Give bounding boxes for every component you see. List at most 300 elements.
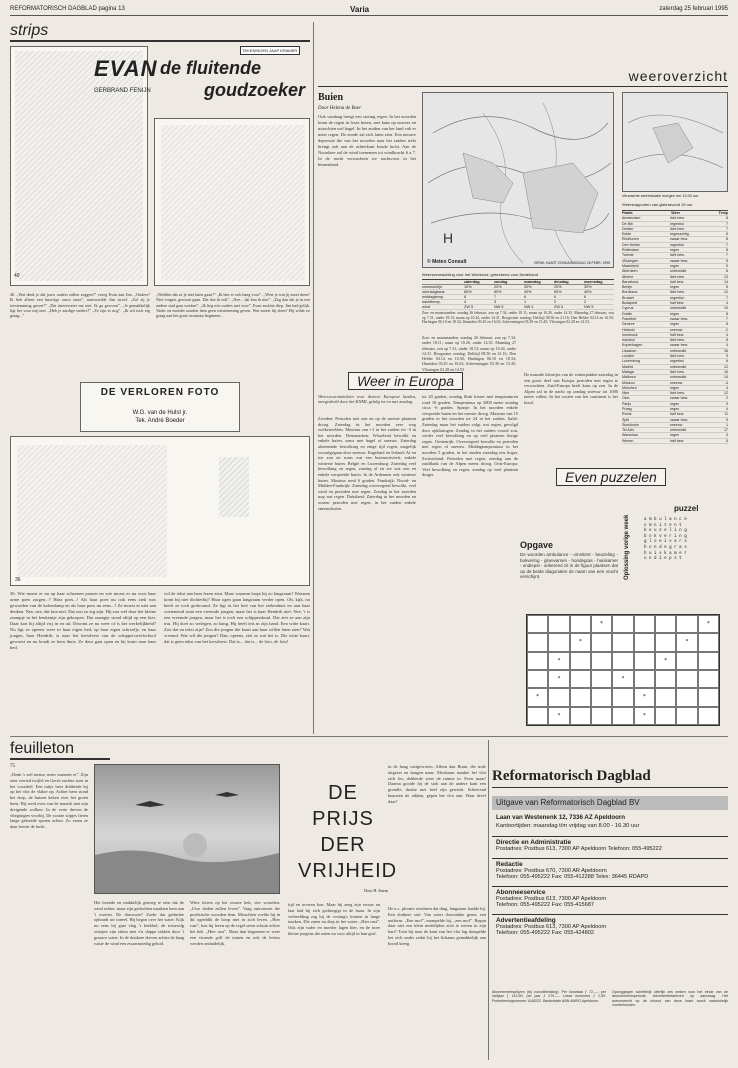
puzzle-cell[interactable] [612, 633, 633, 651]
puzzle-cell[interactable] [612, 652, 633, 670]
solution-row: a m b u l a n c e [644, 518, 687, 522]
solution-row: o m n i t e n t [644, 523, 682, 528]
temperature: 7 [726, 295, 728, 300]
puzzle-cell[interactable] [676, 652, 697, 670]
conditions: zwaar bew. [670, 417, 688, 422]
temperature: 9 [726, 401, 728, 406]
europa-column-3: De massale kleurtjes van de winterpakket zaterdag in een groot deel van Europa perioden met regen te verwachten. Zuid-Europa heeft kans op zon. In de Alpen zal in de nacht op zondag sneeuw tot 1000 meter vallen. In het oosten van het continent is het koud. [524, 372, 618, 405]
puzzle-cell[interactable] [527, 615, 548, 633]
conditions: sneeuw [670, 327, 683, 332]
meteo-consult-logo: © Meteo Consult [427, 259, 467, 265]
masthead-address: Laan van Westenenk 12, 7336 AZ Apeldoorn [496, 814, 626, 821]
feuilleton-col-5: in de haag vastgevroren. Alleen dan Bram, die stole uitgezet en haagen maar. Mosbaarn maakte het vlot zich los, dobberde weer de ruimte in. Even maar! Daarna gooide hij de stok aan de andere kant een grondle, drukte met heel zijn gewicht. Scheerend knarsten de takken, gepen het vlot aan. Waar dreef daar? [388, 764, 486, 804]
puzzle-cell[interactable] [548, 688, 569, 706]
forecast-value: 40% [584, 290, 592, 294]
contact-title: Abonneeservice [496, 889, 546, 896]
puzzle-cell[interactable] [612, 615, 633, 633]
city: Cyprus [622, 306, 634, 311]
forecast-value: 10% [464, 285, 472, 289]
forecast-row-label: wind [422, 305, 430, 309]
forecast-value: NW 5 [494, 305, 504, 309]
puzzle-cell[interactable]: * [548, 670, 569, 688]
temperature: 8 [726, 338, 728, 343]
temperature: -2 [724, 327, 728, 332]
city: Londen [622, 354, 634, 359]
puzzle-cell[interactable]: * [527, 688, 548, 706]
buien-author: Door Helena de Boer [318, 106, 362, 111]
conditions: onbewolkt [670, 269, 687, 274]
contact-line: Telefoon: 055-495222 Fax: 055-424802 [496, 930, 594, 936]
city: Vlissingen [622, 258, 639, 263]
puzzle-section [520, 468, 728, 733]
forecast-value: 60% [494, 290, 502, 294]
city: Istanbul [622, 338, 635, 343]
col-weer: Weer [671, 211, 680, 215]
temperature: 6 [726, 269, 728, 274]
temperature-row [622, 439, 728, 444]
temperature: 4 [726, 332, 728, 337]
side-map-graphic [623, 93, 727, 191]
feuilleton-heading: feuilleton [10, 740, 110, 760]
temperature: 6 [726, 359, 728, 364]
temperature: 19 [724, 306, 728, 311]
forecast-value: 8 [464, 295, 467, 299]
evan-title-block [80, 48, 310, 116]
contact-title: Directie en Administratie [496, 839, 572, 846]
puzzle-cell[interactable] [655, 670, 676, 688]
feuilleton-section [10, 740, 486, 1060]
puzzle-cell[interactable] [548, 615, 569, 633]
city: Rotterdam [622, 248, 639, 253]
puzzle-cell[interactable] [634, 670, 655, 688]
puzzle-cell[interactable] [676, 688, 697, 706]
foto-comic-panel [10, 436, 310, 586]
temperature: 7 [726, 221, 728, 226]
city: Tel Aviv [622, 428, 635, 433]
feuilleton-col-1: „Denk 's wel mense, meer wanneer er”. Zijn eten verried twijfel en Gerrit zuchtte toen in het voordeel. Een tuitje later dobberde hij op het vlot de vlakte op. Achter hem stond het dorp, de huizen keken over het groen heen. Hij werd even van de muziek met zijn dreigende wolken. In de verte dreven de vliegtuigen voorbij. De zwarte stipjes lieten lange gekrulde sporen achter. Zo varen ze daar boven de lucht. [10, 772, 88, 830]
feuilleton-author: Door H. Sturm [364, 888, 388, 893]
city: De Bilt [622, 221, 633, 226]
evan-caption-right: „Wedden dat ze je niet laten gaan?” „Ik ben er ook bang voor”. „Weet je wat jij moet doen? Niet vragen, gewoon gaan. Dat doe ik ook”. „Nee... dat kan ik niet”. „Zeg dan dat je in een andere stad gaat werken”. „Ik lieg m'n ouders niet voor”. Evan zuchtte diep. Jim had gelijk. Vader en moeder zouden hem geen toestemming geven. Wat moest hij doen? Hij wilde zo graag aan het grote avontuur beginnen... [156, 292, 310, 319]
foto-title: DE VERLOREN FOTO [100, 387, 220, 398]
conditions: regen [670, 263, 680, 268]
city: Split [622, 417, 629, 422]
panel-number: 40 [14, 273, 20, 279]
forecast-table [422, 279, 614, 310]
europe-weather-map [422, 92, 614, 268]
foto-artist: Tek. André Boeder [135, 418, 185, 424]
temperature: 12 [724, 364, 728, 369]
boy-portrait-illustration [161, 125, 305, 281]
evan-panel-right [154, 118, 310, 286]
foto-title-box [80, 382, 240, 432]
city: Aberdeen [622, 269, 638, 274]
temperature-table [622, 210, 728, 463]
temperature: 7 [726, 242, 728, 247]
puzzle-cell[interactable] [655, 707, 676, 725]
conditions: onbewolkt [670, 364, 687, 369]
puzzle-cell[interactable] [698, 652, 719, 670]
conditions: regen [670, 248, 680, 253]
forecast-value: 2 [584, 300, 587, 304]
city: Warschau [622, 433, 639, 438]
temperature: 12 [724, 290, 728, 295]
city: Nice [622, 391, 630, 396]
temperature: 16 [724, 348, 728, 353]
conditions: onbewolkt [670, 348, 687, 353]
city: Helsinki [622, 327, 635, 332]
temperature: 2 [726, 396, 728, 401]
city: Lissabon [622, 348, 637, 353]
puzzle-cell[interactable]: * [548, 707, 569, 725]
conditions: licht bew. [670, 290, 685, 295]
puzzle-cell[interactable]: * [570, 633, 591, 651]
forecast-value: 30% [584, 285, 592, 289]
strip-artist: TEKENINGEN JAAP KRAMER [240, 46, 300, 55]
forecast-day: zondag [494, 280, 508, 284]
puzzle-cell[interactable] [591, 707, 612, 725]
contact-line: Postadres: Postbus 613, 7300 AP Apeldoorn [496, 896, 607, 902]
forecast-rows [422, 285, 614, 310]
puzzle-cell[interactable] [698, 633, 719, 651]
strip-author: GERBRAND FENIJN [94, 88, 151, 94]
temperature: 4 [726, 301, 728, 306]
page-header [10, 4, 728, 16]
foto-panel-number: 36 [15, 577, 21, 583]
puzzle-cell[interactable] [570, 652, 591, 670]
puzzle-cell[interactable] [634, 652, 655, 670]
forecast-value: ZW 5 [464, 305, 474, 309]
puzzle-heading: Even puzzelen [556, 468, 666, 486]
foto-text-left: 36. Wie moest er nu op haar schoenen passen en wie moest er nu voor haar arme poes zorgen...? Haar poes...! Als haar poes nu ook eens ziek was geworden van de kolendamp en als haar poes nu eens...? Ze moest er niet aan denken. Nee, nee, dat kon niet. Dat zou zo erg zijn. Hij zou wel door het kleine raampje in het keukentje zijn gekropen. Dat raampje stond altijd op een kier. Daar kon hij altijd vrij in en uit. Droomt ze nu weer of is het werkelijkheid? Nu ligt ze opeens weer in haar eigen bed, op haar eigen schreefje, en haar jongen, haar Hendrik, is naar het kerstfeest van de schipperswerfschool gewoest en nu houdt ze hem thuis. Ze deur gaat open en hij komt naar haar bed. [10, 591, 156, 650]
puzzle-cell[interactable] [570, 670, 591, 688]
city: Deelen [622, 226, 634, 231]
puzzle-cell[interactable]: * [634, 707, 655, 725]
foto-author: W.G. van de Hulst jr. [132, 410, 188, 416]
puzzle-cell[interactable] [655, 688, 676, 706]
puzzle-grid [526, 614, 720, 726]
conditions: licht bew. [670, 338, 685, 343]
city: Frankfurt [622, 316, 637, 321]
forecast-value: 60% [554, 290, 562, 294]
conditions: licht bew. [670, 354, 685, 359]
puzzle-cell[interactable]: * [634, 688, 655, 706]
temperature: 1 [726, 422, 728, 427]
puzzle-cell[interactable]: * [655, 652, 676, 670]
temperature: 13 [724, 274, 728, 279]
puzzle-cell[interactable] [698, 688, 719, 706]
puzzle-cell[interactable] [570, 707, 591, 725]
forecast-value: 80% [464, 290, 472, 294]
puzzle-cell[interactable]: * [698, 615, 719, 633]
conditions: onbewolkt [670, 428, 687, 433]
temperature: 5 [726, 322, 728, 327]
forecast-value: 4 [464, 300, 467, 304]
buien-text: Ook vandaag breigt een storing regen. In het noorden komt de regen in losse buien, met kans op onweer en misschien wel hagel. In het zuiden van het land valt er meer regen. De zonde zal zich laten zien. Een nieuwe depressie die van het noorden naar het zuiden trekt brengt ook aan de achterkant koude lucht. Aan de Noordzee zal de wind toenemen tot windkracht 6 a 7. In de nacht verwachten we nachtvorst in het binnenland. [318, 114, 416, 167]
temperature: 4 [726, 385, 728, 390]
forecast-value: 3 [494, 300, 497, 304]
puzzle-cell[interactable] [634, 615, 655, 633]
masthead-publisher: Uitgave van Reformatorisch Dagblad BV [492, 796, 728, 810]
city: Eindhoven [622, 237, 639, 242]
city: Moskou [622, 380, 635, 385]
forecast-value: 7 [494, 295, 497, 299]
weather-map-graphic [423, 93, 613, 267]
temperature: 7 [726, 316, 728, 321]
temperature: 14 [724, 375, 728, 380]
forecast-day: maandag [524, 280, 541, 284]
buien-text-continued [422, 335, 516, 372]
solution-row: g l o e i v a r s [644, 540, 687, 545]
buien-title: Buien [318, 92, 344, 103]
city: Bordeaux [622, 290, 638, 295]
masthead-kantoor: Kantoortijden: maandag t/m vrijdag van 8.00 - 16.30 uur [496, 823, 640, 829]
city: Berlijn [622, 285, 632, 290]
col-plaats: Plaats [622, 211, 633, 215]
solution-grid [644, 518, 728, 563]
feuilleton-col-3: Witte letters op het zwarte bek, vier woorden: „Uwe doden zullen leven”. Vaag ontrouwen die profetische woorden hem. Misschien voelde hij in dit ogenblik de hoop niet in zich leven. „Hier rust”, kon hij lezen op de regel steen schuin achter het hek. „Hier rust”. Maar dan begonnen er weer een vioende golf de tranen en ook de letters werden onduidelijk. [190, 900, 280, 946]
temperature: 8 [726, 216, 728, 221]
conditions: licht bew. [670, 369, 685, 374]
puzzle-cell[interactable] [676, 707, 697, 725]
war-illustration-graphic [95, 765, 279, 893]
solution-row: h o n d e g r a s [644, 545, 687, 550]
puzzle-cell[interactable] [591, 633, 612, 651]
temperature-rows [622, 216, 728, 444]
opgave-text: De woorden ambulance - omnitent - beuzeling - bokvering - gloeivarsen - hondegras - huiskamer - ondiepst - onkerend zit in de figuur plaatsen dat op de beide diagonalen de naam van een vrucht verschijnt. [520, 552, 618, 580]
temperature: 17 [724, 428, 728, 433]
conditions: sneeuw [670, 422, 683, 427]
city: Kopenhagen [622, 343, 643, 348]
conditions: zwaar bew. [670, 316, 688, 321]
puzzle-cell[interactable] [676, 670, 697, 688]
temperature: 9 [726, 258, 728, 263]
puzzle-cell[interactable] [527, 670, 548, 688]
temperature: 5 [726, 285, 728, 290]
puzzle-label: puzzel [674, 504, 699, 513]
conditions: regenbui [670, 221, 684, 226]
forecast-row [422, 305, 614, 310]
puzzle-cell[interactable] [527, 633, 548, 651]
forecast-text-snippet: Zon- en maanstanden: zondag 26 februari, zon op 7.34, onder 18.11; maan op 10.26, onder 14.35. Maandag 27 februari, zon op 7.31, onder 18.13; maan op 10.44, onder 14.31. Hoogwater zondag: Delfzijl 08.50 en 21.16; Den Helder 04.14 en 16.50; Harlingen 06.10 en 18.34; IJmuiden 03.45 en 16.02; Scheveningen 03.30 en 15.45; Vlissingen 02.28 en 14.53. [422, 335, 516, 372]
conditions: licht bew. [670, 216, 685, 221]
conditions: regen [670, 285, 680, 290]
feuilleton-col-2: Het boende en makkelijk genoeg te zien dat de wind achter, maar zijn gedachten maakten hem aan 't zweten. De diavoorie? Zoekt dat gedachte ophoudt uw toneel. Hij begon over het water. Kijk nu eens hij gaat vlug 's kerkhof, de treurwilg zwiepte zijn taken met z'n slappe takken door 't grauwe water. In de donkere dreven achter de haag ruiste de wind een zwaarmoedig geluid. [94, 900, 184, 946]
puzzle-cell[interactable] [698, 670, 719, 688]
horizontal-divider [10, 736, 728, 737]
city: Maastricht [622, 263, 639, 268]
forecast-text: Zon- en maanstanden: zondag 26 februari, zon op 7.34, onder 18.11; maan op 10.26, onder 14.35. Maandag 27 februari, zon op 7.31, onder 18.13; maan op 10.44, onder 14.31. Hoogwater zondag: Delfzijl 08.50 en 21.16; Den Helder 04.14 en 16.50; Harlingen 06.10 en 18.34; IJmuiden 03.45 en 16.02; Scheveningen 03.30 en 15.45; Vlissingen 02.28 en 14.53. [422, 311, 614, 325]
forecast-value: 20% [494, 285, 502, 289]
conditions: regen [670, 385, 680, 390]
strips-section [10, 22, 310, 372]
conditions: regen [670, 406, 680, 411]
conditions: half bew. [670, 412, 685, 417]
puzzle-cell[interactable] [527, 652, 548, 670]
europa-column-2: tot 20 graden, zondag flink frisser met temperaturen rond 10 graden. Temperatuur op 2000 meter zondag circa -6 graden. Spanje: In het noorden enkele verspreide buien en het meeste droog. Maxima van 15 graden in het noorden tot 24 in het zuiden. Italië: Zaterdag maar het zuiden volgt wat regen, gevolgd door opklaringen. Zondag in het zuiden vooral zon, verder veel bewolking en op veel plaatsen buiige regen. Oostenrijk: Overwegend bewolkt en perioden met regen of sneeuw. Middagtemperatuur in het noorden 5 graden, in het zuiden zaterdag iets hoger. Zwitserland: Perioden met regen, zondag aan de zuidflank van de Alpen meest droog. Oost-Europa: Veel bewolking en regen, zondag op veel plaatsen droger. [422, 394, 518, 478]
conditions: half bew. [670, 301, 685, 306]
forecast-value: 2 [554, 300, 557, 304]
city: Eelde [622, 232, 632, 237]
forecast-value: 6 [554, 295, 557, 299]
side-weather-map [622, 92, 728, 192]
boy-standing-illustration [219, 457, 249, 517]
weather-heading: weeroverzicht [628, 68, 728, 84]
conditions: half bew. [670, 332, 685, 337]
section-name: Varia [350, 5, 370, 14]
puzzle-cell[interactable]: * [548, 652, 569, 670]
feuilleton-title-box [288, 780, 398, 900]
conditions: regen [670, 433, 680, 438]
masthead-name: Reformatorisch Dagblad [492, 768, 728, 788]
masthead-section [492, 768, 728, 1058]
city: Brussel [622, 295, 634, 300]
masthead-contact-block [492, 858, 728, 882]
forecast-row-label: zonneschijn [422, 285, 443, 289]
conditions: zwaar bew. [670, 258, 688, 263]
temperature: 8 [726, 237, 728, 242]
masthead-fine-print-left: Abonnementsprijzen (bij vooruitbetaling): Per kwartaal ƒ 72,—; per halfjaar ƒ 142,50; per jaar ƒ 279,—. Losse nummers ƒ 1,50. Postrekeningnummer 1048222. Bankrelatie ABN AMRO Apeldoorn. [492, 990, 606, 1003]
side-map-caption: Verwachte weersituatie morgen om 13.00 uur [622, 194, 699, 198]
solution-row: h u i s k a m e r [644, 551, 687, 556]
conditions: zwaar bew. [670, 396, 688, 401]
forecast-value: 6 [584, 295, 587, 299]
puzzle-cell[interactable] [591, 688, 612, 706]
map-forecast-note: VERW. KAART ZONDAGMIDDAG 26 FEBR. 1995 [533, 261, 610, 265]
puzzle-cell[interactable] [548, 633, 569, 651]
city: Barcelona [622, 279, 639, 284]
contact-line: Postadres: Postbus 613, 7300 AP Apeldoorn Telefoon: 055-495222 [496, 846, 662, 852]
forecast-day: dinsdag [554, 280, 569, 284]
masthead-contact-sections [492, 832, 728, 938]
evan-subtitle-2: goudzoeker [204, 80, 306, 100]
conditions: licht bew. [670, 226, 685, 231]
temperature: 11 [724, 412, 728, 417]
col-temp: Temp [718, 211, 728, 215]
europa-heading: Weer in Europa [348, 372, 463, 390]
puzzle-cell[interactable] [655, 633, 676, 651]
conditions: regen [670, 322, 680, 327]
conditions: regen [670, 311, 680, 316]
puzzle-cell[interactable]: * [612, 670, 633, 688]
contact-title: Advertentieafdeling [496, 917, 556, 924]
svg-text:H: H [443, 230, 454, 246]
puzzle-cell[interactable]: * [676, 633, 697, 651]
cat-illustration [17, 445, 167, 577]
puzzle-cell[interactable] [655, 615, 676, 633]
conditions: licht bew. [670, 253, 685, 258]
conditions: regenbui [670, 242, 684, 247]
forecast-row-label: neerslagkans [422, 290, 445, 294]
feuilleton-title: DE PRIJS DER VRIJHEID [298, 782, 398, 882]
city: Malaga [622, 369, 634, 374]
city: Dublin [622, 311, 633, 316]
temperature: 7 [726, 226, 728, 231]
evan-caption-left: 40. „Wat denk je dat jouw ouders zullen zeggen?” vroeg Evan aan Jim. „Ouders? Ik heb alleen een knorrige ouwe tante”, antwoordde Jim stroef. „Zal zij je toestemming geven?” „Dat interesseert me niet. Ik ga gewoon”. „Je gemakkelijk ligt het voor mij niet. „Heb je aardige ouders?” „Ze zijn er nog”. „Ik wil toch erg graag...” [10, 292, 150, 319]
forecast-value: ZW 5 [554, 305, 564, 309]
temperature: 9 [726, 354, 728, 359]
opgave-title: Opgave [520, 540, 554, 550]
europa-column-1: Zweden: Perioden met zon en op de meeste plaatsen droog. Zaterdag in het noorden zeer weg wolkenvelden. Maxima van +1 in het zuiden tot -3 in het noorden. Denemarken: Wisselend bewolkt en enkele buien, soms met hagel of sneeuw. Zaterdag afnemende bewolking en enige tijd regen, mogelijk voorafgegaan door sneeuw. Engeland en Ierland: Af en toe zon en soms wat een buienactiviteit, enkele winterse buien. België en Luxemburg: Zaterdag veel bewolking en regen, zondag af en toe wat zon en enkele verspreide buien. In de Ardennen ook winterse buien. Maxima rond 6 graden. Frankrijk: Noord- en Midden-Frankrijk: Zaterdag overwegend bewolkt, veel wind en perioden met regen. Zondag in het noorden nog wat regen. Duitsland: Zaterdag in het noorden en oosten perioden met regen, in het zuiden enkele sneeuwbuien. [318, 416, 416, 511]
puzzle-cell[interactable]: * [591, 615, 612, 633]
solution-row: o n d i e p s t [644, 557, 682, 562]
forecast-day: woensdag [584, 280, 603, 284]
masthead-contact-block [492, 914, 728, 938]
contact-line: Telefoon: 055-495222 Fax: 055-412288 Telex: 36445 RDAPD [496, 874, 649, 880]
contact-line: Postadres: Postbus 670, 7300 AR Apeldoorn [496, 868, 607, 874]
forecast-row-label: nachttemp. [422, 300, 441, 304]
conditions: half bew. [670, 279, 685, 284]
forecast-value: 1 [524, 300, 527, 304]
puzzle-cell[interactable] [698, 707, 719, 725]
puzzle-cell[interactable] [591, 652, 612, 670]
puzzle-cell[interactable] [527, 707, 548, 725]
city: Innsbruck [622, 332, 638, 337]
europa-intro: Weersvooruitzichten voor diverse Europese landen, meegedeeld door het KNMI, geldig tot en met zondag: [318, 394, 416, 405]
solution-label: Oplossing vorige week [624, 514, 630, 580]
conditions: zwaar bew. [670, 343, 688, 348]
temperature: 6 [726, 232, 728, 237]
contact-line: Postadres: Postbus 613, 7300 AP Apeldoorn [496, 924, 607, 930]
masthead-fine-print-right: Opzeggingen schriftelijk uiterlijk zes weken voor het einde van de abonnementsperiode. Advertentietarieven op aanvraag. Het auteursrecht op de inhoud van deze krant wordt nadrukkelijk voorbehouden. [612, 990, 728, 1008]
city: Praag [622, 406, 632, 411]
masthead-contact-block [492, 836, 728, 854]
conditions: regenbui [670, 295, 684, 300]
city: Twente [622, 253, 634, 258]
city: Madrid [622, 364, 633, 369]
conditions: licht bew. [670, 391, 685, 396]
city: Rome [622, 412, 632, 417]
solution-row: b o k v e r i n g [644, 534, 687, 539]
conditions: zwaar bew. [670, 237, 688, 242]
temperature: 4 [726, 343, 728, 348]
city: Parijs [622, 401, 631, 406]
forecast-value: 6 [524, 295, 527, 299]
conditions: regenachtig [670, 232, 689, 237]
puzzle-cell[interactable] [570, 688, 591, 706]
conditions: half bew. [670, 438, 685, 443]
contact-line: Telefoon: 055-495222 Fax: 055-415687 [496, 902, 594, 908]
column-divider [313, 22, 314, 734]
city: Amsterdam [622, 216, 641, 221]
masthead-contact-block [492, 886, 728, 910]
temperature: 4 [726, 433, 728, 438]
city: Genève [622, 322, 635, 327]
puzzle-cell[interactable] [591, 670, 612, 688]
temperature: 14 [724, 279, 728, 284]
puzzle-cell[interactable] [634, 633, 655, 651]
conditions: onbewolkt [670, 375, 687, 380]
temperature: 9 [726, 263, 728, 268]
conditions: regenbui [670, 359, 684, 364]
city: Mallorca [622, 375, 636, 380]
conditions: regen [670, 401, 680, 406]
verloren-foto-section [10, 378, 310, 733]
puzzle-cell[interactable] [612, 707, 633, 725]
temperature: 7 [726, 253, 728, 258]
puzzle-cell[interactable] [570, 615, 591, 633]
contact-title: Redactie [496, 861, 523, 868]
conditions: licht bew. [670, 274, 685, 279]
strips-heading: strips [10, 22, 310, 42]
temperature: -4 [724, 380, 728, 385]
temperature: 8 [726, 248, 728, 253]
city: Budapest [622, 301, 638, 306]
puzzle-cell[interactable] [676, 615, 697, 633]
temperature: 8 [726, 311, 728, 316]
city: Stockholm [622, 422, 639, 427]
puzzle-cell[interactable] [612, 688, 633, 706]
